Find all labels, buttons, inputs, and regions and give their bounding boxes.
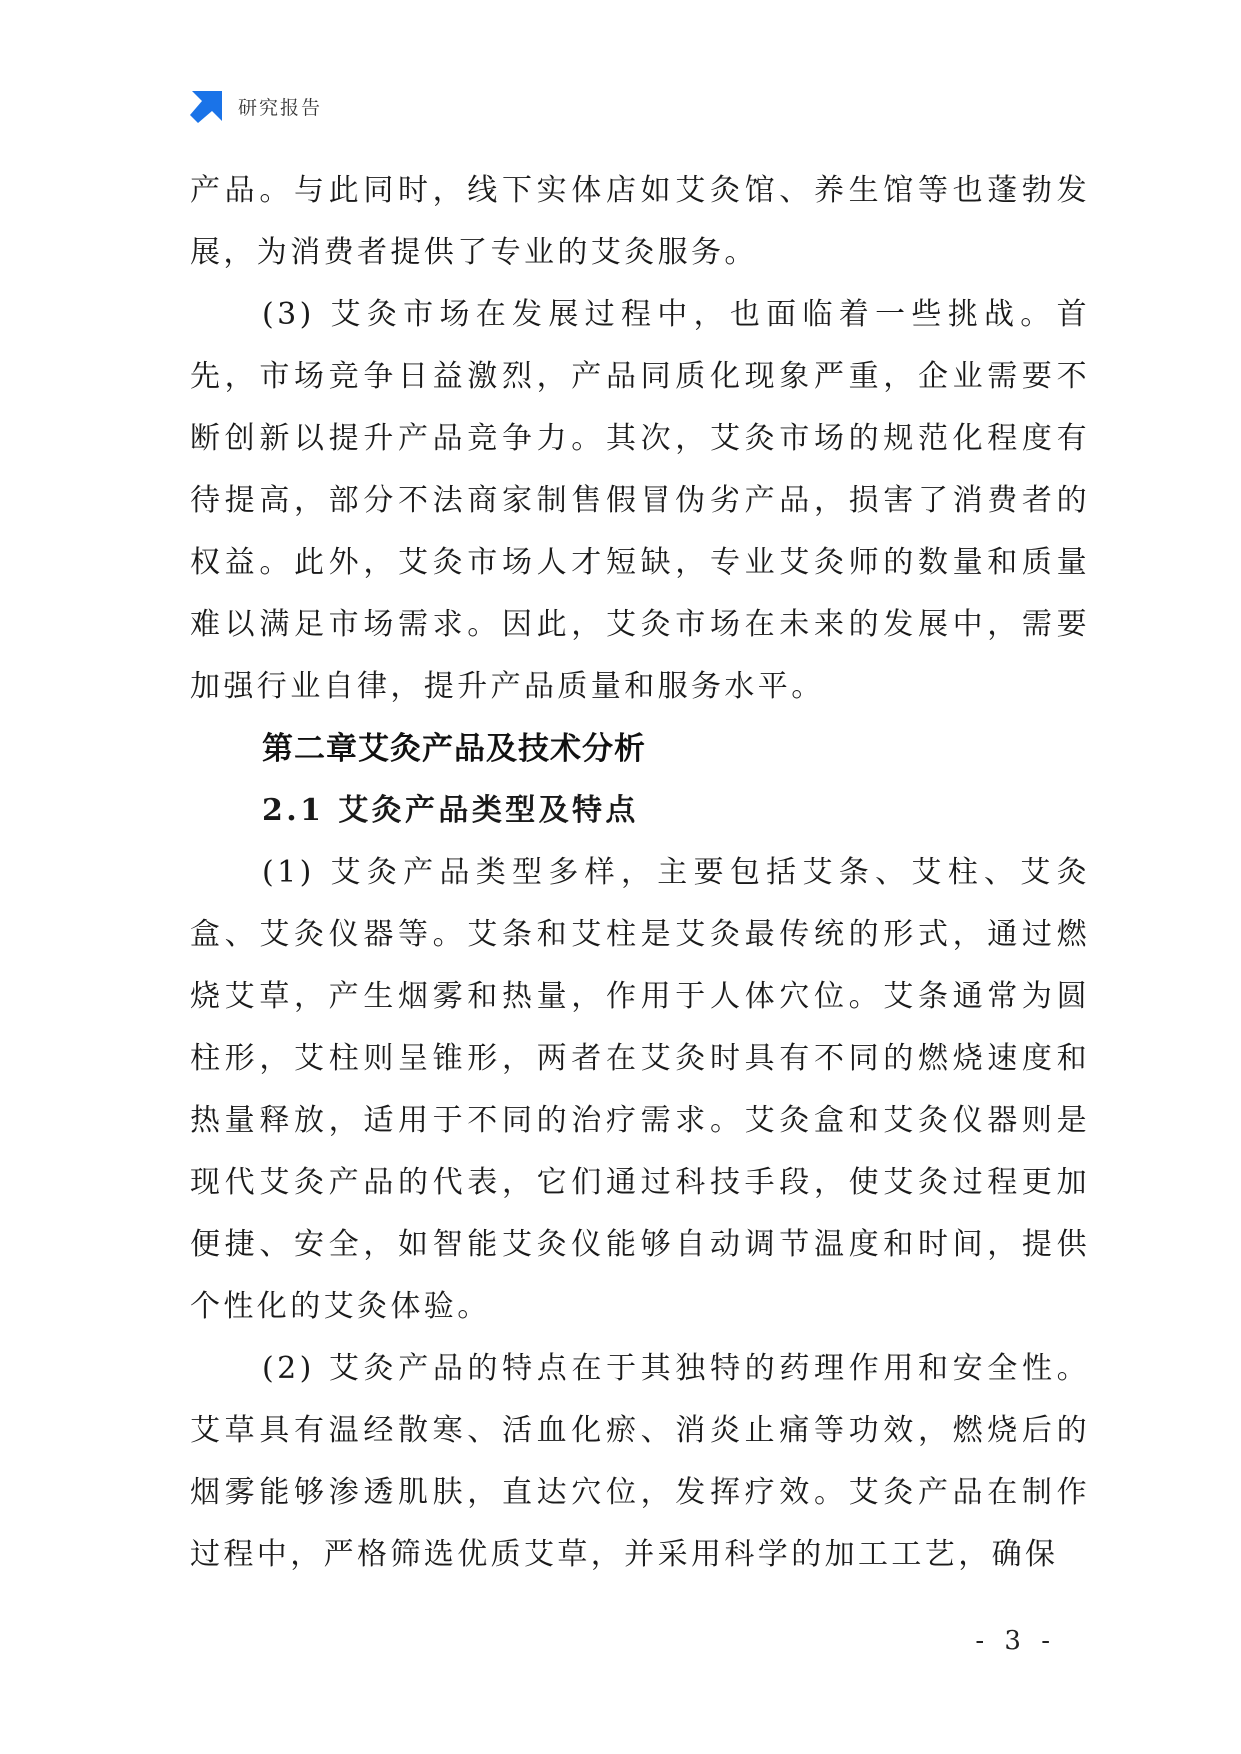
page-number: - 3 - [975, 1626, 1056, 1656]
paragraph-market-challenges: (3) 艾灸市场在发展过程中，也面临着一些挑战。首先，市场竞争日益激烈，产品同质化现象严重，企业需要不断创新以提升产品竞争力。其次，艾灸市场的规范化程度有待提高，部分不法商家制售假冒伪劣产品，损害了消费者的权益。此外，艾灸市场人才短缺，专业艾灸师的数量和质量难以满足市场需求。因此，艾灸市场在未来的发展中，需要加强行业自律，提升产品质量和服务水平。 [190, 297, 1090, 704]
header-title: 研究报告 [238, 96, 323, 119]
report-header [190, 88, 322, 124]
arrow-up-right-icon [190, 89, 224, 123]
chapter-title: 第二章艾灸产品及技术分析 [262, 731, 646, 767]
paragraph-product-features: (2) 艾灸产品的特点在于其独特的药理作用和安全性。艾草具有温经散寒、活血化瘀、消炎止痛等功效，燃烧后的烟雾能够渗透肌肤，直达穴位，发挥疗效。艾灸产品在制作过程中，严格筛选优质艾草，并采用科学的加工工艺，确保 [190, 1351, 1090, 1572]
document-body [190, 160, 1090, 1586]
section-title: 2.1 艾灸产品类型及特点 [262, 793, 639, 828]
paragraph-continuation: 产品。与此同时，线下实体店如艾灸馆、养生馆等也蓬勃发展，为消费者提供了专业的艾灸服务。 [190, 173, 1090, 270]
paragraph-product-types: (1) 艾灸产品类型多样，主要包括艾条、艾柱、艾灸盒、艾灸仪器等。艾条和艾柱是艾灸最传统的形式，通过燃烧艾草，产生烟雾和热量，作用于人体穴位。艾条通常为圆柱形，艾柱则呈锥形，两者在艾灸时具有不同的燃烧速度和热量释放，适用于不同的治疗需求。艾灸盒和艾灸仪器则是现代艾灸产品的代表，它们通过科技手段，使艾灸过程更加便捷、安全，如智能艾灸仪能够自动调节温度和时间，提供个性化的艾灸体验。 [190, 855, 1090, 1324]
